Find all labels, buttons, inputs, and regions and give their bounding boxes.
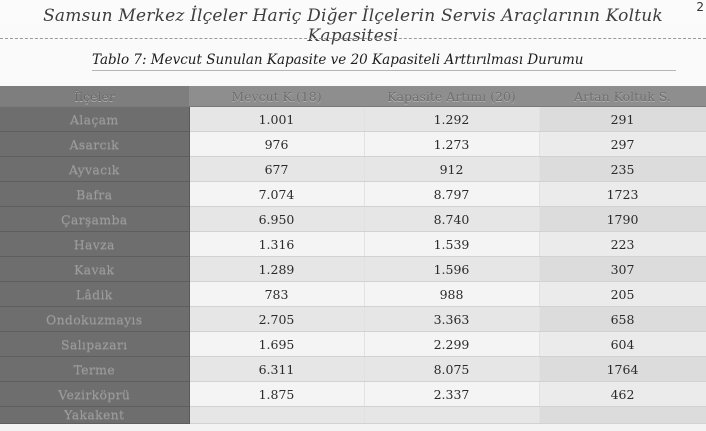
current-capacity-cell: 7.074 xyxy=(189,182,364,207)
added-seats-cell: 462 xyxy=(539,382,706,407)
capacity-increase-cell: 1.292 xyxy=(364,107,539,132)
district-cell: Bafra xyxy=(0,182,189,207)
capacity-increase-cell: 2.337 xyxy=(364,382,539,407)
current-capacity-cell: 783 xyxy=(189,282,364,307)
capacity-increase-cell: 3.363 xyxy=(364,307,539,332)
district-cell: Çarşamba xyxy=(0,207,189,232)
table-row xyxy=(0,132,706,157)
district-cell: Terme xyxy=(0,357,189,382)
capacity-increase-cell: 8.740 xyxy=(364,207,539,232)
added-seats-cell: 297 xyxy=(539,132,706,157)
district-cell: Havza xyxy=(0,232,189,257)
table-row xyxy=(0,107,706,132)
table-row xyxy=(0,307,706,332)
table-header-row xyxy=(0,86,706,107)
added-seats-cell: 205 xyxy=(539,282,706,307)
table-row xyxy=(0,332,706,357)
running-header: Samsun Merkez İlçeler Hariç Diğer İlçelerin Servis Araçlarının Koltuk Kapasitesi xyxy=(43,6,663,46)
added-seats-cell: 223 xyxy=(539,232,706,257)
capacity-increase-cell: 1.596 xyxy=(364,257,539,282)
table-caption: Tablo 7: Mevcut Sunulan Kapasite ve 20 Kapasiteli Arttırılması Durumu xyxy=(92,52,584,68)
column-header-current-capacity: Mevcut K.(18) xyxy=(189,86,364,107)
column-header-capacity-increase: Kapasite Artımı (20) xyxy=(364,86,539,107)
current-capacity-cell: 6.311 xyxy=(189,357,364,382)
district-cell: Kavak xyxy=(0,257,189,282)
capacity-table xyxy=(0,86,706,424)
added-seats-cell: 1790 xyxy=(539,207,706,232)
column-header-added-seats: Artan Koltuk S. xyxy=(539,86,706,107)
column-header-districts: İlçeler xyxy=(0,86,189,107)
added-seats-cell: 235 xyxy=(539,157,706,182)
current-capacity-cell: 1.875 xyxy=(189,382,364,407)
table-row xyxy=(0,257,706,282)
district-cell: Salıpazarı xyxy=(0,332,189,357)
table-row xyxy=(0,357,706,382)
district-cell: Vezirköprü xyxy=(0,382,189,407)
added-seats-cell: 604 xyxy=(539,332,706,357)
table-row xyxy=(0,207,706,232)
caption-underline xyxy=(92,70,676,71)
capacity-increase-cell: 988 xyxy=(364,282,539,307)
district-cell: Ayvacık xyxy=(0,157,189,182)
table-row xyxy=(0,282,706,307)
table-row xyxy=(0,382,706,407)
district-cell: Alaçam xyxy=(0,107,189,132)
district-cell: Yakakent xyxy=(0,407,189,424)
added-seats-cell: 307 xyxy=(539,257,706,282)
capacity-increase-cell: 8.075 xyxy=(364,357,539,382)
capacity-increase-cell: 1.539 xyxy=(364,232,539,257)
header-divider xyxy=(0,38,706,39)
table-body xyxy=(0,107,706,424)
added-seats-cell xyxy=(539,407,706,424)
current-capacity-cell: 1.695 xyxy=(189,332,364,357)
added-seats-cell: 291 xyxy=(539,107,706,132)
district-cell: Ondokuzmayıs xyxy=(0,307,189,332)
table-row xyxy=(0,407,706,424)
current-capacity-cell: 6.950 xyxy=(189,207,364,232)
current-capacity-cell: 1.289 xyxy=(189,257,364,282)
current-capacity-cell: 976 xyxy=(189,132,364,157)
capacity-increase-cell: 2.299 xyxy=(364,332,539,357)
current-capacity-cell xyxy=(189,407,364,424)
current-capacity-cell: 1.316 xyxy=(189,232,364,257)
capacity-increase-cell: 912 xyxy=(364,157,539,182)
page-corner-mark: 2 xyxy=(696,0,704,14)
current-capacity-cell: 677 xyxy=(189,157,364,182)
table-row xyxy=(0,232,706,257)
added-seats-cell: 1723 xyxy=(539,182,706,207)
capacity-increase-cell xyxy=(364,407,539,424)
added-seats-cell: 658 xyxy=(539,307,706,332)
district-cell: Asarcık xyxy=(0,132,189,157)
added-seats-cell: 1764 xyxy=(539,357,706,382)
current-capacity-cell: 2.705 xyxy=(189,307,364,332)
current-capacity-cell: 1.001 xyxy=(189,107,364,132)
table-row xyxy=(0,157,706,182)
district-cell: Lâdik xyxy=(0,282,189,307)
capacity-increase-cell: 1.273 xyxy=(364,132,539,157)
table-row xyxy=(0,182,706,207)
capacity-increase-cell: 8.797 xyxy=(364,182,539,207)
